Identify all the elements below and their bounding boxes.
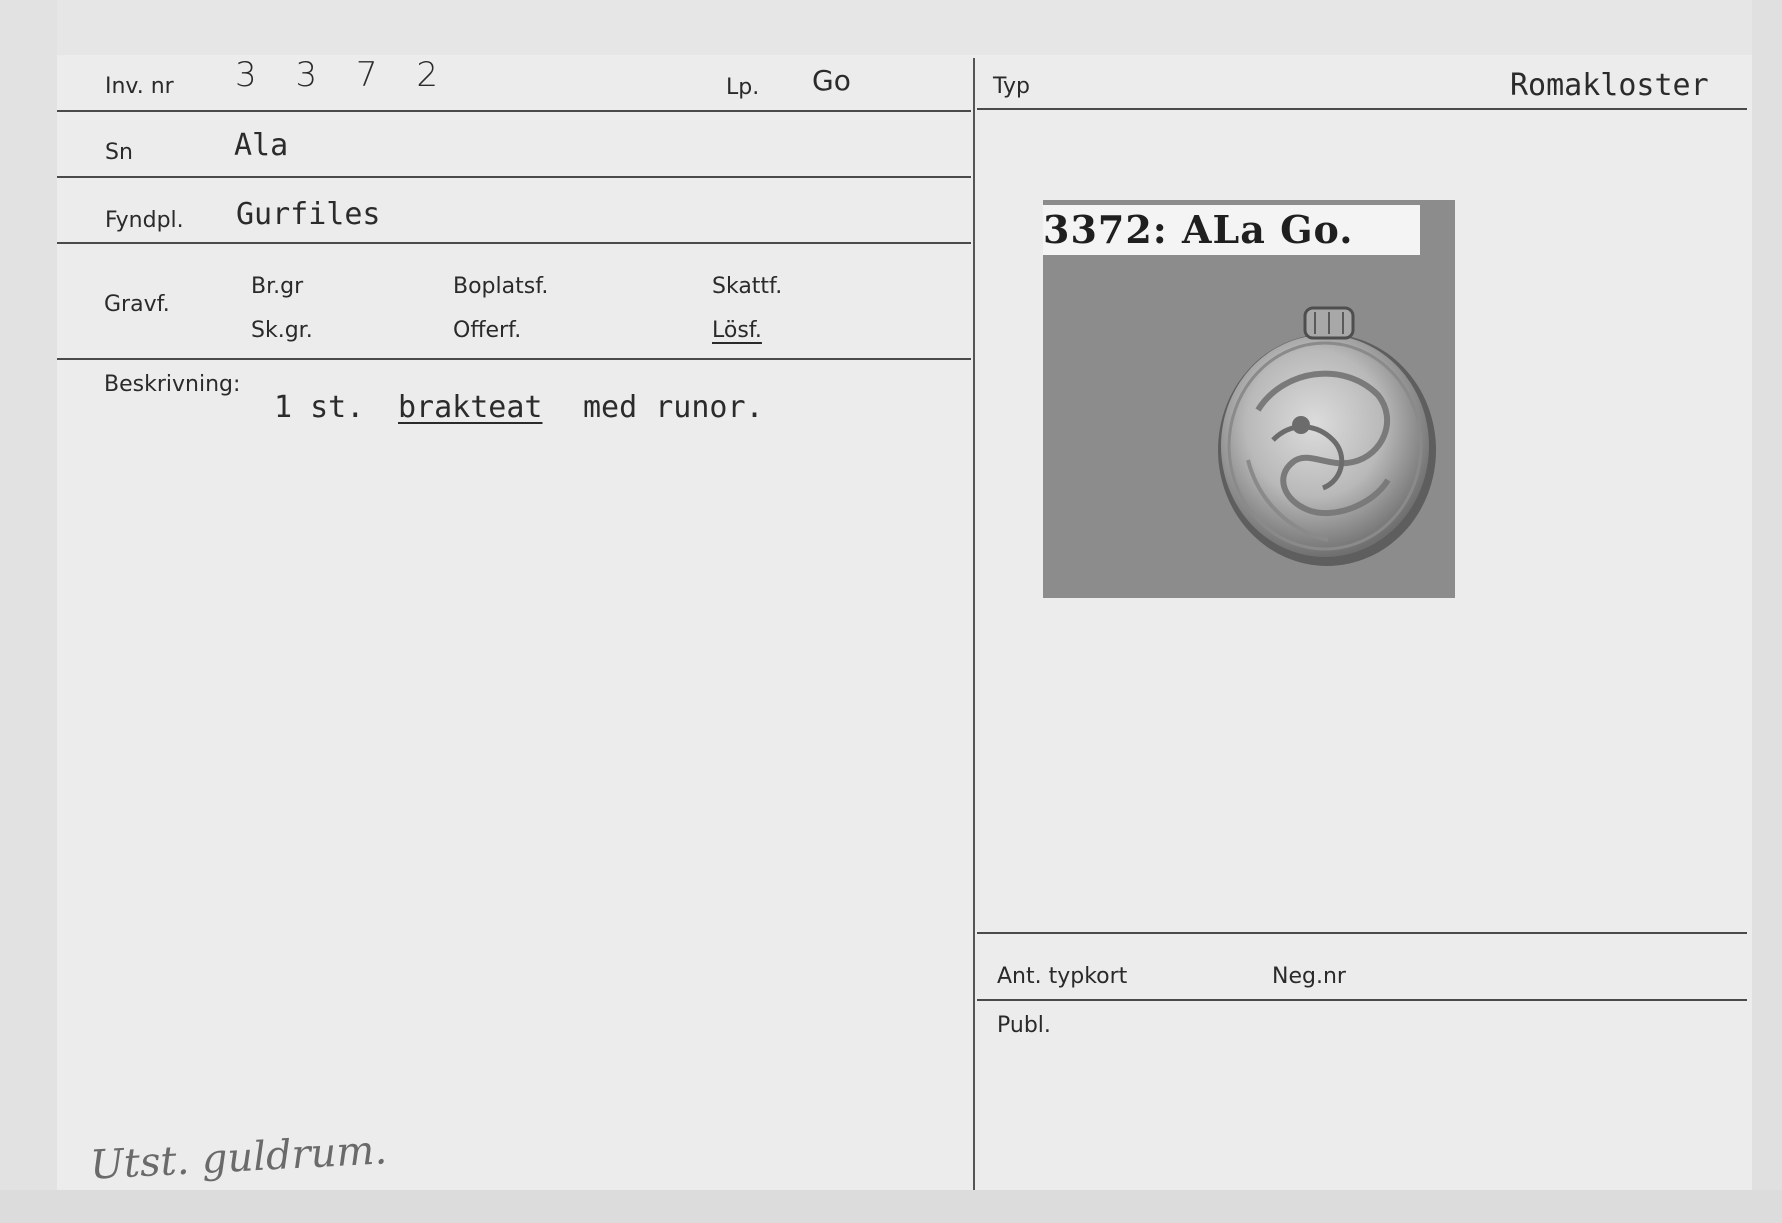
ant-typkort-label: Ant. typkort — [997, 964, 1128, 989]
card-bottom-margin — [0, 1190, 1782, 1223]
fyndpl-value: Gurfiles — [236, 197, 381, 232]
photo-caption: 3372: ALa Go. — [1043, 205, 1420, 255]
card-left-margin — [0, 0, 57, 1223]
skattf-label: Skattf. — [712, 274, 783, 299]
card-top-margin — [57, 0, 1782, 55]
row-divider-gravf — [57, 358, 971, 360]
beskrivning-part-2: brakteat — [398, 390, 543, 425]
row-divider-inv — [57, 110, 971, 112]
inv-nr-value: 3 3 7 2 — [235, 55, 452, 95]
sn-label: Sn — [105, 140, 133, 165]
lp-label: Lp. — [726, 75, 760, 100]
beskrivning-label: Beskrivning: — [104, 372, 241, 397]
row-divider-fyndpl — [57, 242, 971, 244]
neg-nr-label: Neg.nr — [1272, 964, 1346, 989]
column-divider — [973, 58, 975, 1190]
inv-nr-label: Inv. nr — [105, 74, 174, 99]
offerf-label: Offerf. — [453, 318, 522, 343]
bracteate-photo — [1043, 200, 1455, 598]
boplatsf-label: Boplatsf. — [453, 274, 549, 299]
row-divider-publ — [977, 999, 1747, 1001]
row-divider-typ — [977, 108, 1747, 110]
typ-value: Romakloster — [1510, 68, 1709, 103]
beskrivning-part-1: 1 st. — [274, 390, 365, 425]
handwritten-note: Utst. guldrum. — [88, 1127, 389, 1189]
card-right-margin — [1752, 0, 1782, 1223]
gravf-label: Gravf. — [104, 292, 170, 317]
lp-value: Go — [812, 64, 851, 97]
fyndpl-label: Fyndpl. — [105, 208, 184, 233]
row-divider-sn — [57, 176, 971, 178]
sk-gr-label: Sk.gr. — [251, 318, 313, 343]
typ-label: Typ — [993, 74, 1030, 99]
row-divider-ant-typkort — [977, 932, 1747, 934]
sn-value: Ala — [234, 128, 289, 163]
losf-label: Lösf. — [712, 318, 762, 343]
publ-label: Publ. — [997, 1013, 1051, 1038]
beskrivning-part-3: med runor. — [583, 390, 764, 425]
br-gr-label: Br.gr — [251, 274, 304, 299]
